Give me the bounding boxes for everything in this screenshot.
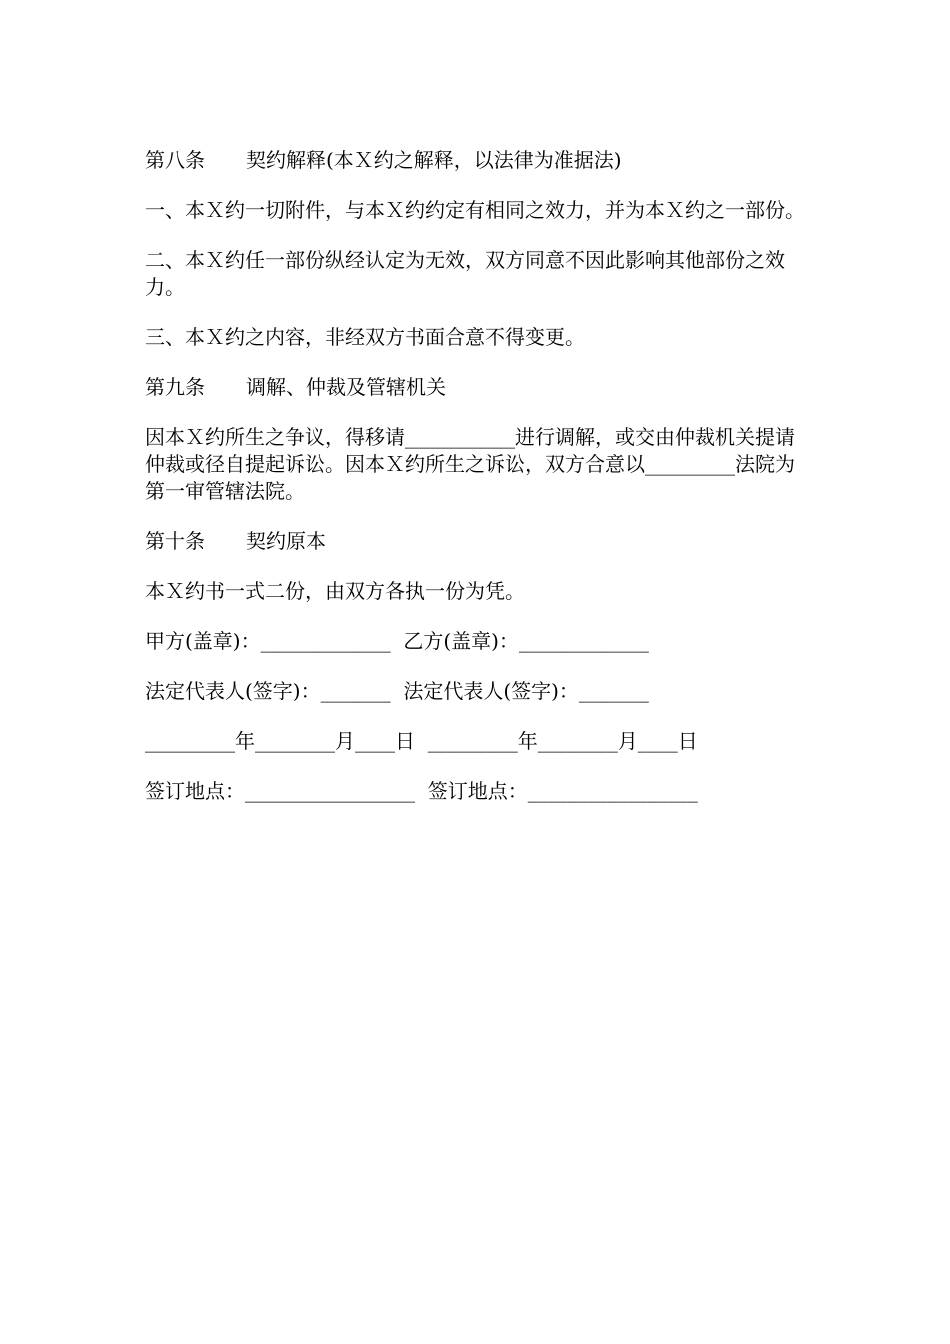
clause-paragraph: 本Ｘ约书一式二份，由双方各执一份为凭。 bbox=[145, 579, 525, 603]
party-seal-line: 甲方(盖章)：_____________ 乙方(盖章)：_____________ bbox=[145, 629, 649, 653]
article-title: 调解、仲裁及管辖机关 bbox=[246, 375, 446, 399]
clause-paragraph: 因本Ｘ约所生之争议，得移请___________进行调解，或交由仲裁机关提请仲裁或径自提起诉讼。因本Ｘ约所生之诉讼，双方合意以_________法院为第一审管辖法院。 bbox=[145, 425, 795, 503]
article-number: 第八条 bbox=[145, 148, 205, 172]
signing-place-line: 签订地点：_________________ 签订地点：_________________ bbox=[145, 779, 698, 803]
clause-paragraph: 三、本Ｘ约之内容，非经双方书面合意不得变更。 bbox=[145, 325, 585, 349]
representative-signature-line: 法定代表人(签字)：_______ 法定代表人(签字)：_______ bbox=[145, 679, 649, 703]
article-number: 第十条 bbox=[145, 529, 205, 553]
clause-paragraph: 二、本Ｘ约任一部份纵经认定为无效，双方同意不因此影响其他部份之效力。 bbox=[145, 248, 785, 299]
article-heading bbox=[145, 147, 810, 174]
article-title: 契约解释(本Ｘ约之解释，以法律为准据法) bbox=[246, 148, 622, 172]
article-heading bbox=[145, 374, 810, 401]
article-title: 契约原本 bbox=[246, 529, 326, 553]
document-body bbox=[145, 147, 810, 828]
article-heading bbox=[145, 528, 810, 555]
article-number: 第九条 bbox=[145, 375, 205, 399]
clause-paragraph: 一、本Ｘ约一切附件，与本Ｘ约约定有相同之效力，并为本Ｘ约之一部份。 bbox=[145, 198, 805, 222]
signing-date-line: _________年________月____日 _________年________月____日 bbox=[145, 729, 698, 753]
